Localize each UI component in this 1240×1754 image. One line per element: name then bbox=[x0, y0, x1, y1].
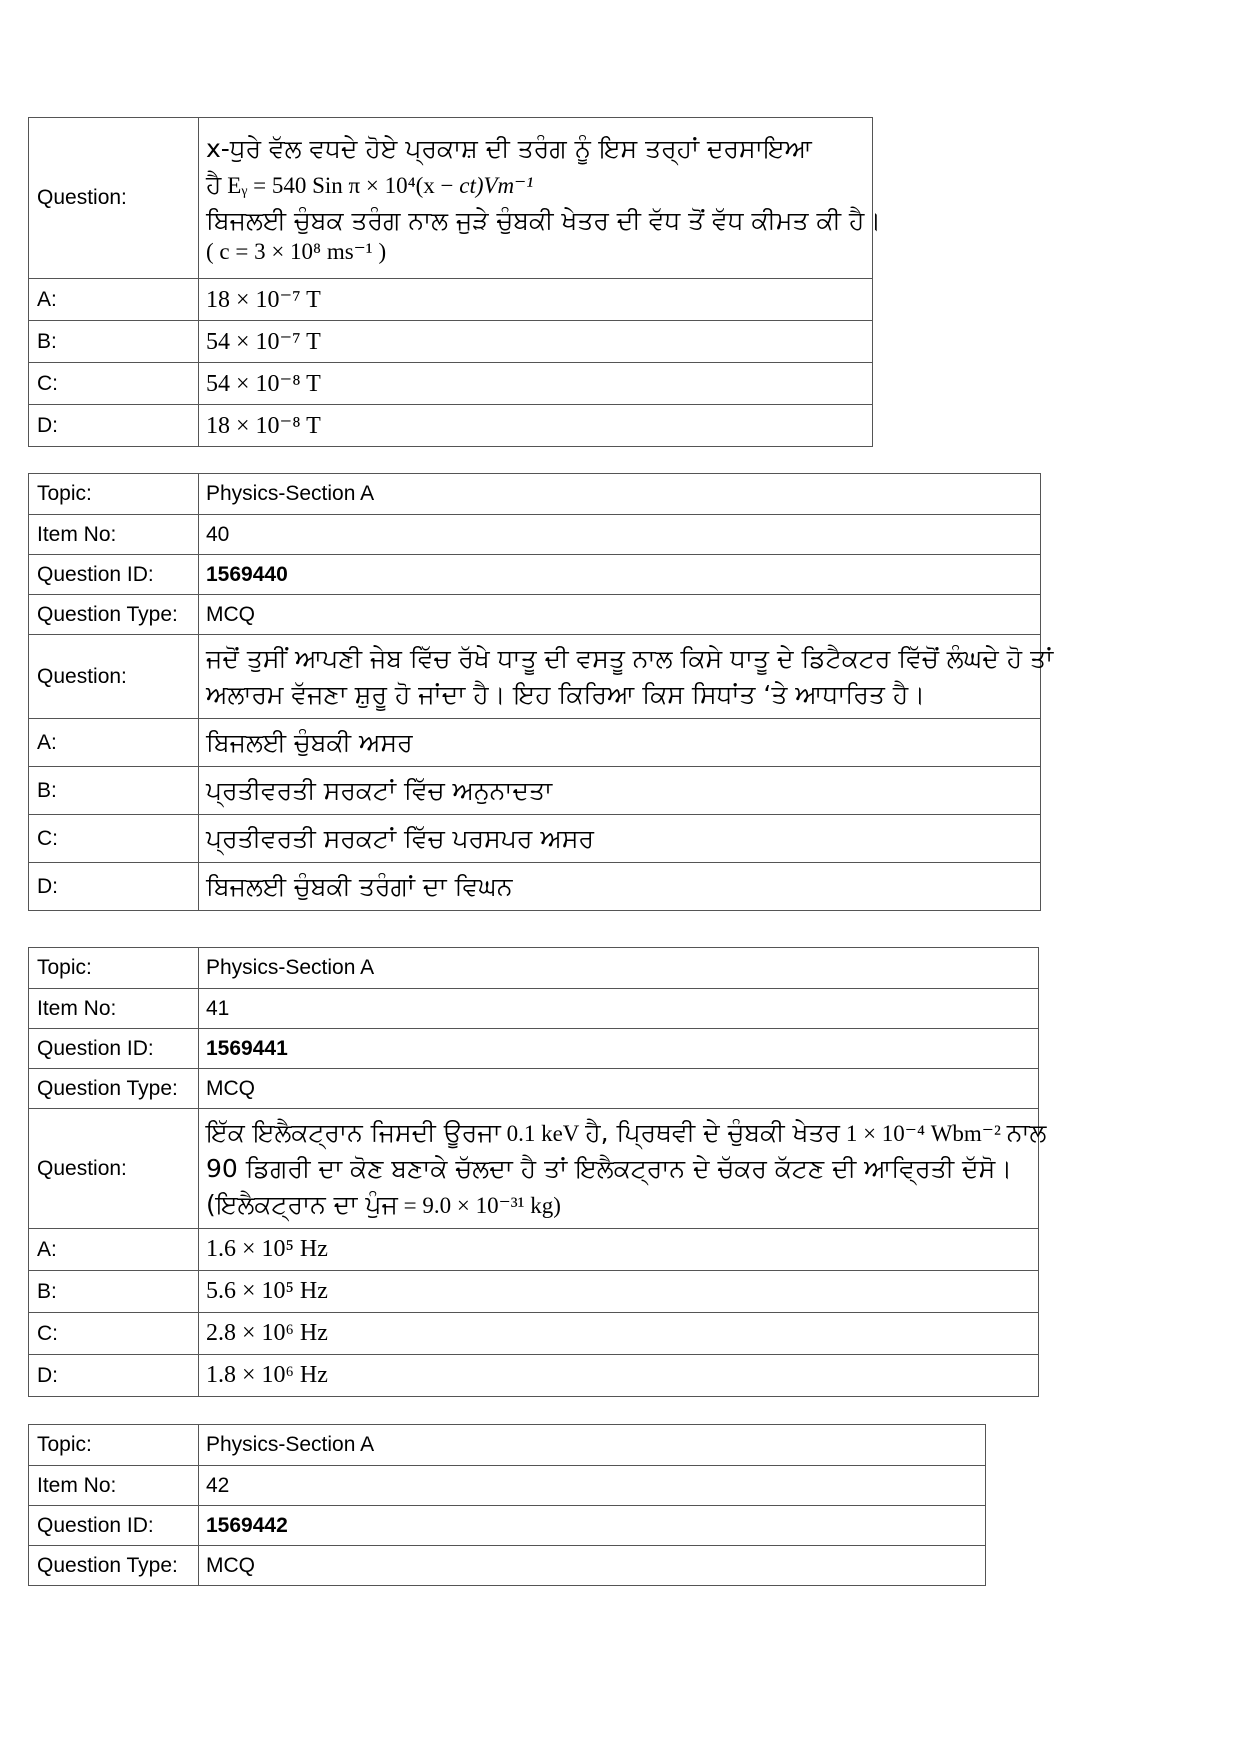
question-line bbox=[206, 1187, 1030, 1223]
question-line: 90 ਡਿਗਰੀ ਦਾ ਕੋਣ ਬਣਾਕੇ ਚੱਲਦਾ ਹੈ ਤਾਂ ਇਲੈਕਟ੍ਰਾਨ ਦੇ ਚੱਕਰ ਕੱਟਣ ਦੀ ਆਵ੍ਰਿਤੀ ਦੱਸੋ। bbox=[206, 1153, 1013, 1183]
question-text-fragment: (ਇਲੈਕਟ੍ਰਾਨ ਦਾ ਪੁੰਜ bbox=[206, 1189, 398, 1219]
question-type-value: MCQ bbox=[199, 1069, 1039, 1109]
option-b-label: B: bbox=[29, 1271, 199, 1313]
question-table-39 bbox=[28, 117, 882, 447]
option-b-text: 54 × 10⁻⁷ T bbox=[199, 321, 873, 363]
question-line bbox=[206, 167, 864, 203]
question-id-value: 1569441 bbox=[199, 1029, 1039, 1069]
item-no-label: Item No: bbox=[29, 989, 199, 1029]
question-label: Question: bbox=[29, 635, 199, 719]
question-id-value: 1569440 bbox=[199, 555, 1041, 595]
option-d-label: D: bbox=[29, 405, 199, 447]
question-table-40 bbox=[28, 473, 1054, 911]
wave-equation-italic: ct)Vm⁻¹ bbox=[459, 173, 534, 198]
topic-label: Topic: bbox=[29, 1425, 199, 1466]
option-d-label: D: bbox=[29, 1355, 199, 1397]
question-label: Question: bbox=[29, 1109, 199, 1229]
option-d-label: D: bbox=[29, 863, 199, 911]
option-c-text: 54 × 10⁻⁸ T bbox=[199, 363, 873, 405]
question-type-label: Question Type: bbox=[29, 1069, 199, 1109]
topic-label: Topic: bbox=[29, 948, 199, 989]
question-line: ਬਿਜਲਈ ਚੁੰਬਕ ਤਰੰਗ ਨਾਲ ਜੁੜੇ ਚੁੰਬਕੀ ਖੇਤਰ ਦੀ ਵੱਧ ਤੋਂ ਵੱਧ ਕੀਮਤ ਕੀ ਹੈ। bbox=[206, 206, 882, 235]
option-a-text: 1.6 × 10⁵ Hz bbox=[199, 1229, 1039, 1271]
question-id-label: Question ID: bbox=[29, 1029, 199, 1069]
question-id-label: Question ID: bbox=[29, 1506, 199, 1546]
question-line bbox=[206, 1115, 1047, 1151]
question-type-value: MCQ bbox=[199, 1546, 986, 1586]
option-d-text: ਬਿਜਲਈ ਚੁੰਬਕੀ ਤਰੰਗਾਂ ਦਾ ਵਿਘਨ bbox=[199, 863, 1041, 911]
item-no-label: Item No: bbox=[29, 515, 199, 555]
topic-value: Physics-Section A bbox=[199, 1425, 986, 1466]
question-label: Question: bbox=[29, 118, 199, 279]
question-text-fragment: ਹੈ, ਪ੍ਰਿਥਵੀ ਦੇ ਚੁੰਬਕੀ ਖੇਤਰ bbox=[585, 1117, 840, 1147]
wave-equation: Eᵧ = 540 Sin π × 10⁴(x − bbox=[227, 173, 460, 198]
question-table-42 bbox=[28, 1424, 986, 1586]
option-b-label: B: bbox=[29, 321, 199, 363]
option-a-text: ਬਿਜਲਈ ਚੁੰਬਕੀ ਅਸਰ bbox=[199, 719, 1041, 767]
question-text-fragment: ਨਾਲ bbox=[1006, 1117, 1047, 1147]
question-text bbox=[199, 635, 1054, 719]
question-type-value: MCQ bbox=[199, 595, 1041, 635]
option-c-label: C: bbox=[29, 363, 199, 405]
question-type-label: Question Type: bbox=[29, 1546, 199, 1586]
topic-label: Topic: bbox=[29, 474, 199, 515]
topic-value: Physics-Section A bbox=[199, 474, 1041, 515]
item-no-label: Item No: bbox=[29, 1466, 199, 1506]
option-a-label: A: bbox=[29, 1229, 199, 1271]
option-c-text: 2.8 × 10⁶ Hz bbox=[199, 1313, 1039, 1355]
topic-value: Physics-Section A bbox=[199, 948, 1039, 989]
option-c-label: C: bbox=[29, 1313, 199, 1355]
question-constant: ( c = 3 × 10⁸ ms⁻¹ ) bbox=[206, 239, 387, 264]
item-no-value: 41 bbox=[199, 989, 1039, 1029]
option-b-label: B: bbox=[29, 767, 199, 815]
item-no-value: 40 bbox=[199, 515, 1041, 555]
question-text-fragment: ਹੈ bbox=[206, 170, 222, 199]
energy-value: 0.1 keV bbox=[506, 1120, 580, 1146]
question-text-fragment: ਇੱਕ ਇਲੈਕਟ੍ਰਾਨ ਜਿਸਦੀ ਊਰਜਾ bbox=[206, 1117, 501, 1147]
option-d-text: 18 × 10⁻⁸ T bbox=[199, 405, 873, 447]
mass-value: = 9.0 × 10⁻³¹ kg) bbox=[403, 1192, 561, 1218]
question-text bbox=[199, 1109, 1047, 1229]
option-c-text: ਪ੍ਰਤੀਵਰਤੀ ਸਰਕਟਾਂ ਵਿੱਚ ਪਰਸਪਰ ਅਸਰ bbox=[199, 815, 1041, 863]
option-a-label: A: bbox=[29, 279, 199, 321]
question-line: x-ਧੁਰੇ ਵੱਲ ਵਧਦੇ ਹੋਏ ਪ੍ਰਕਾਸ਼ ਦੀ ਤਰੰਗ ਨੂੰ ਇਸ ਤਰ੍ਹਾਂ ਦਰਸਾਇਆ bbox=[206, 134, 812, 163]
option-a-label: A: bbox=[29, 719, 199, 767]
question-type-label: Question Type: bbox=[29, 595, 199, 635]
option-b-text: ਪ੍ਰਤੀਵਰਤੀ ਸਰਕਟਾਂ ਵਿੱਚ ਅਨੁਨਾਦਤਾ bbox=[199, 767, 1041, 815]
option-b-text: 5.6 × 10⁵ Hz bbox=[199, 1271, 1039, 1313]
question-id-label: Question ID: bbox=[29, 555, 199, 595]
question-line: ਅਲਾਰਮ ਵੱਜਣਾ ਸ਼ੁਰੂ ਹੋ ਜਾਂਦਾ ਹੈ। ਇਹ ਕਿਰਿਆ ਕਿਸ ਸਿਧਾਂਤ ‘ਤੇ ਆਧਾਰਿਤ ਹੈ। bbox=[206, 679, 926, 709]
option-a-text: 18 × 10⁻⁷ T bbox=[199, 279, 873, 321]
field-value: 1 × 10⁻⁴ Wbm⁻² bbox=[845, 1120, 1001, 1146]
option-d-text: 1.8 × 10⁶ Hz bbox=[199, 1355, 1039, 1397]
question-table-41 bbox=[28, 947, 1047, 1397]
question-id-value: 1569442 bbox=[199, 1506, 986, 1546]
item-no-value: 42 bbox=[199, 1466, 986, 1506]
question-text bbox=[199, 118, 882, 279]
option-c-label: C: bbox=[29, 815, 199, 863]
question-line: ਜਦੋਂ ਤੁਸੀਂ ਆਪਣੀ ਜੇਬ ਵਿੱਚ ਰੱਖੇ ਧਾਤੂ ਦੀ ਵਸਤੂ ਨਾਲ ਕਿਸੇ ਧਾਤੂ ਦੇ ਡਿਟੈਕਟਰ ਵਿੱਚੋਂ ਲੰਘਦੇ ਹੋ ਤਾਂ bbox=[206, 643, 1054, 673]
